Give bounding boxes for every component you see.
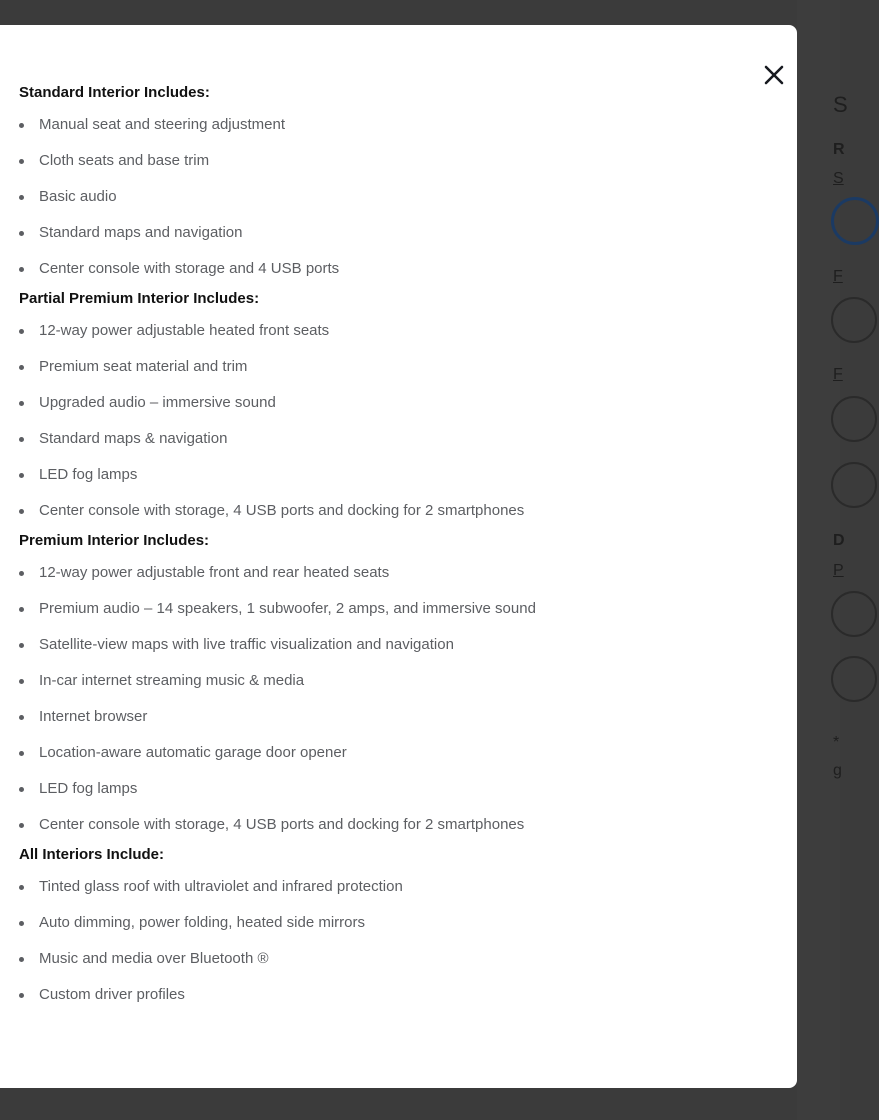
list-item: Premium seat material and trim xyxy=(19,349,767,385)
bullet-icon xyxy=(19,787,24,792)
modal-content xyxy=(19,83,767,1013)
list-item: Satellite-view maps with live traffic visualization and navigation xyxy=(19,627,767,663)
list-item: Premium audio – 14 speakers, 1 subwoofer, 2 amps, and immersive sound xyxy=(19,591,767,627)
background-option[interactable] xyxy=(831,591,877,637)
bullet-icon xyxy=(19,715,24,720)
list-item: Center console with storage and 4 USB ports xyxy=(19,251,767,287)
bullet-icon xyxy=(19,643,24,648)
background-text-fragment: * xyxy=(833,734,840,751)
bullet-icon xyxy=(19,885,24,890)
background-heading-fragment: S xyxy=(833,92,848,117)
list-item: Auto dimming, power folding, heated side mirrors xyxy=(19,905,767,941)
section-partial-premium-interior xyxy=(19,289,767,529)
list-item: Standard maps & navigation xyxy=(19,421,767,457)
bullet-icon xyxy=(19,195,24,200)
bullet-icon xyxy=(19,509,24,514)
background-link-fragment[interactable]: g xyxy=(833,762,842,779)
background-link-fragment[interactable]: F xyxy=(833,366,843,383)
bullet-icon xyxy=(19,267,24,272)
section-title: Standard Interior Includes: xyxy=(19,84,210,101)
bullet-icon xyxy=(19,123,24,128)
bullet-icon xyxy=(19,437,24,442)
section-premium-interior xyxy=(19,531,767,843)
bullet-icon xyxy=(19,329,24,334)
bullet-icon xyxy=(19,159,24,164)
background-link-fragment[interactable]: F xyxy=(833,268,843,285)
bullet-icon xyxy=(19,751,24,756)
background-option[interactable] xyxy=(831,462,877,508)
background-option[interactable] xyxy=(831,297,877,343)
list-item: 12-way power adjustable front and rear heated seats xyxy=(19,555,767,591)
background-label-fragment: R xyxy=(833,141,845,158)
list-item: 12-way power adjustable heated front seats xyxy=(19,313,767,349)
bullet-icon xyxy=(19,231,24,236)
background-link-fragment[interactable]: P xyxy=(833,562,844,579)
section-standard-interior xyxy=(19,83,767,287)
bullet-icon xyxy=(19,993,24,998)
feature-list xyxy=(19,313,767,529)
bullet-icon xyxy=(19,679,24,684)
list-item: Manual seat and steering adjustment xyxy=(19,107,767,143)
bullet-icon xyxy=(19,921,24,926)
section-title: Premium Interior Includes: xyxy=(19,532,210,549)
bullet-icon xyxy=(19,823,24,828)
list-item: Tinted glass roof with ultraviolet and infrared protection xyxy=(19,869,767,905)
bullet-icon xyxy=(19,571,24,576)
list-item: Custom driver profiles xyxy=(19,977,767,1013)
background-option[interactable] xyxy=(831,656,877,702)
list-item: Music and media over Bluetooth ® xyxy=(19,941,767,977)
list-item: Upgraded audio – immersive sound xyxy=(19,385,767,421)
bullet-icon xyxy=(19,401,24,406)
list-item: Cloth seats and base trim xyxy=(19,143,767,179)
feature-list xyxy=(19,869,767,1013)
feature-list xyxy=(19,555,767,843)
list-item: LED fog lamps xyxy=(19,457,767,493)
background-page xyxy=(797,0,848,1120)
background-link-fragment[interactable]: S xyxy=(833,170,844,187)
feature-list xyxy=(19,107,767,287)
list-item: Center console with storage, 4 USB ports and docking for 2 smartphones xyxy=(19,807,767,843)
list-item: Center console with storage, 4 USB ports and docking for 2 smartphones xyxy=(19,493,767,529)
list-item: Internet browser xyxy=(19,699,767,735)
interior-features-modal xyxy=(0,25,797,1088)
bullet-icon xyxy=(19,607,24,612)
bullet-icon xyxy=(19,957,24,962)
list-item: In-car internet streaming music & media xyxy=(19,663,767,699)
background-label-fragment: D xyxy=(833,532,845,549)
bullet-icon xyxy=(19,365,24,370)
list-item: Location-aware automatic garage door opener xyxy=(19,735,767,771)
section-title: Partial Premium Interior Includes: xyxy=(19,290,260,307)
background-option[interactable] xyxy=(831,396,877,442)
background-option-selected[interactable] xyxy=(831,197,879,245)
list-item: Standard maps and navigation xyxy=(19,215,767,251)
section-all-interiors xyxy=(19,845,767,1013)
bullet-icon xyxy=(19,473,24,478)
list-item: LED fog lamps xyxy=(19,771,767,807)
section-title: All Interiors Include: xyxy=(19,846,165,863)
list-item: Basic audio xyxy=(19,179,767,215)
